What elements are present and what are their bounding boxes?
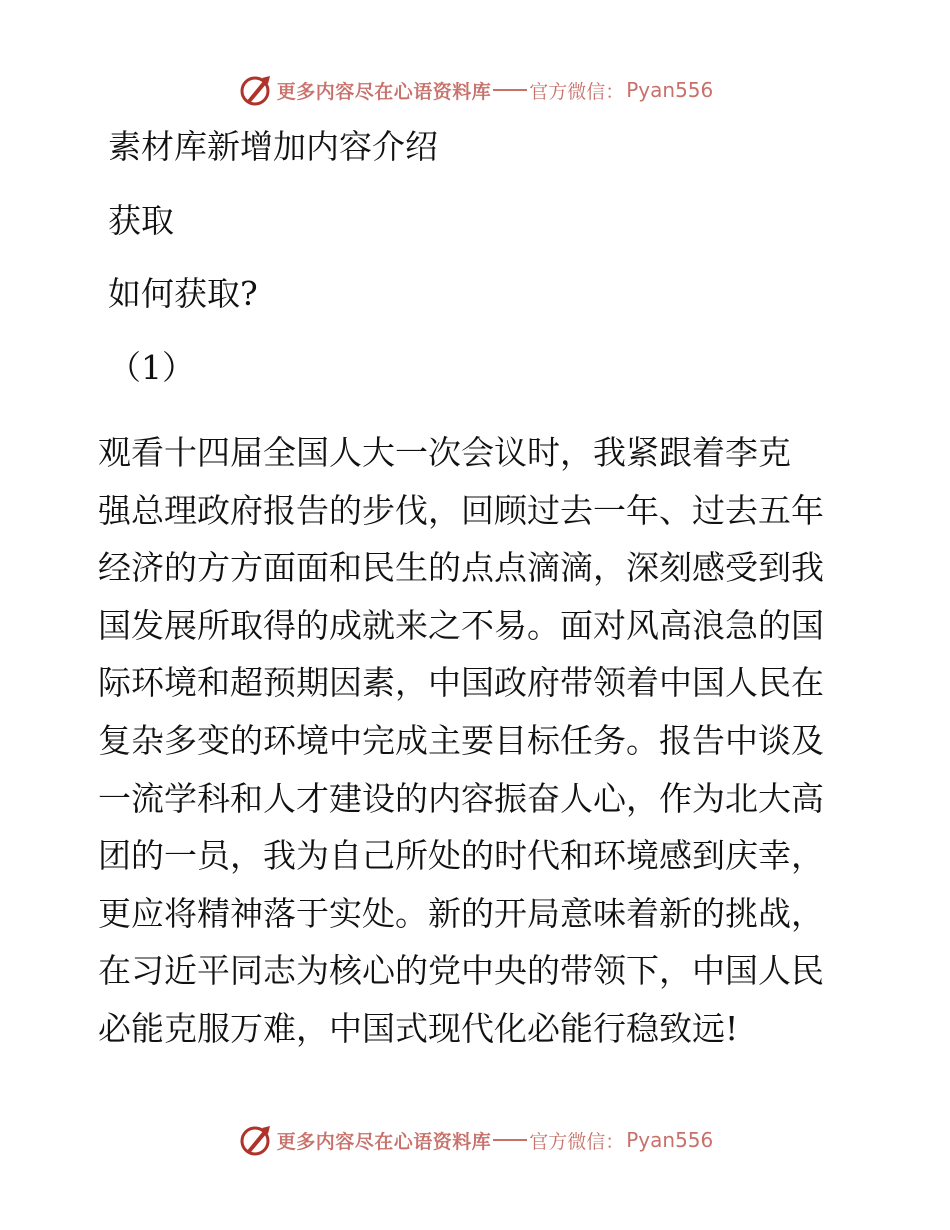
paragraph-line: 必能克服万难，中国式现代化必能行稳致远! [98, 1008, 739, 1048]
paragraph-line: 强总理政府报告的步伐，回顾过去一年、过去五年 [98, 490, 824, 530]
watermark-wechat-id: Pyan556 [626, 1128, 714, 1152]
item-number: （1） [108, 348, 195, 387]
watermark-dash [493, 1139, 527, 1141]
document-subheading: 获取 [108, 201, 174, 240]
document-paragraph [98, 424, 858, 1058]
paragraph-line: 一流学科和人才建设的内容振奋人心，作为北大高 [98, 778, 824, 818]
watermark-text: 更多内容尽在心语资料库 [276, 80, 492, 103]
paragraph-line: 际环境和超预期因素，中国政府带领着中国人民在 [98, 663, 824, 703]
quill-pen-logo-icon [237, 1122, 273, 1158]
paragraph-line: 观看十四届全国人大一次会议时，我紧跟着李克 [98, 433, 791, 472]
header-watermark [0, 70, 950, 110]
footer-watermark [0, 1120, 950, 1160]
quill-pen-logo-icon [237, 72, 273, 108]
paragraph-line: 复杂多变的环境中完成主要目标任务。报告中谈及 [98, 720, 824, 760]
watermark-sub-text: 官方微信： [529, 1130, 625, 1153]
paragraph-line: 经济的方方面面和民生的点点滴滴，深刻感受到我 [98, 548, 824, 588]
document-heading: 素材库新增加内容介绍 [108, 127, 438, 166]
paragraph-line: 更应将精神落于实处。新的开局意味着新的挑战， [98, 893, 824, 933]
watermark-text: 更多内容尽在心语资料库 [276, 1130, 492, 1153]
paragraph-line: 团的一员，我为自己所处的时代和环境感到庆幸， [98, 836, 824, 876]
paragraph-line: 在习近平同志为核心的党中央的带领下，中国人民 [98, 951, 824, 991]
paragraph-line: 国发展所取得的成就来之不易。面对风高浪急的国 [98, 605, 824, 645]
watermark-wechat-id: Pyan556 [626, 78, 714, 102]
document-question: 如何获取? [108, 274, 258, 313]
watermark-sub-text: 官方微信： [529, 80, 625, 103]
watermark-dash [493, 89, 527, 91]
